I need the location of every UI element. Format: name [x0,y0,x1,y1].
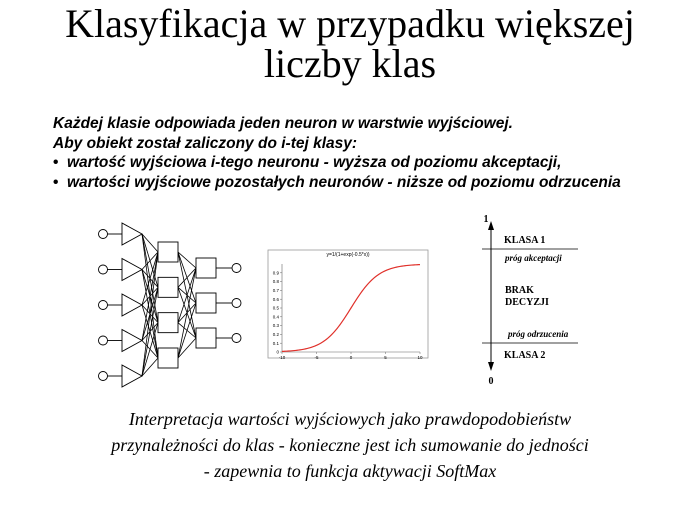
arrow-down-icon [488,362,494,371]
plot-y-tick-label: 0.6 [272,296,279,302]
plot-x-tick-label: 10 [417,355,423,360]
class2-label: KLASA 2 [504,350,546,361]
body-line-1: Każdej klasie odpowiada jeden neuron w warstwie wyjściowej. [53,115,513,132]
plot-y-tick-label: 0.7 [272,288,279,293]
class1-label: KLASA 1 [504,235,546,246]
caption [0,406,700,484]
bullet-icon: • [53,173,59,191]
accept-label: próg akceptacji [505,253,562,263]
slide-title-line-1: Klasyfikacja w przypadku większej [65,1,635,46]
no-decision-label-2: DECYZJI [505,297,549,308]
plot-y-tick-label: 0 [276,349,279,355]
plot-x-tick-label: -10 [278,355,286,360]
plot-y-tick-label: 0.9 [272,270,279,276]
reject-label: próg odrzucenia [508,329,569,339]
plot-title: y=1/(1+exp(-0.5*x)) [326,252,370,258]
caption-line-1: Interpretacja wartości wyjściowych jako prawdopodobieństw [128,409,572,429]
plot-y-tick-label: 0.3 [272,323,279,329]
bullet-icon: • [53,154,59,171]
plot-y-tick-label: 0.4 [272,314,279,320]
bullet-text-2: wartości wyjściowe pozostałych neuronów - niższe od poziomu odrzucenia [67,173,621,191]
level-top-label: 1 [483,214,489,225]
plot-y-tick-label: 0.1 [272,340,279,346]
plot-x-tick-label: 5 [384,355,387,360]
no-decision-label-1: BRAK [505,285,534,296]
plot-x-tick-label: 0 [349,355,353,360]
level-bottom-label: 0 [488,376,494,387]
plot-y-tick-label: 0.5 [272,305,279,311]
caption-line-3: - zapewnia to funkcja aktywacji SoftMax [203,461,497,481]
plot-y-tick-label: 0.8 [272,279,279,285]
bullet-text-1: wartość wyjściowa i-tego neuronu - wyższa od poziomu akceptacji, [67,154,562,171]
arrow-up-icon [488,221,494,230]
plot-y-tick-label: 0.2 [272,332,279,337]
plot-x-tick-label: -5 [314,355,319,360]
slide-title-line-2: liczby klas [263,41,437,86]
caption-line-2: przynależności do klas - konieczne jest ich sumowanie do jedności [111,435,589,455]
body-line-2: Aby obiekt został zaliczony do i-tej klasy: [53,134,358,152]
